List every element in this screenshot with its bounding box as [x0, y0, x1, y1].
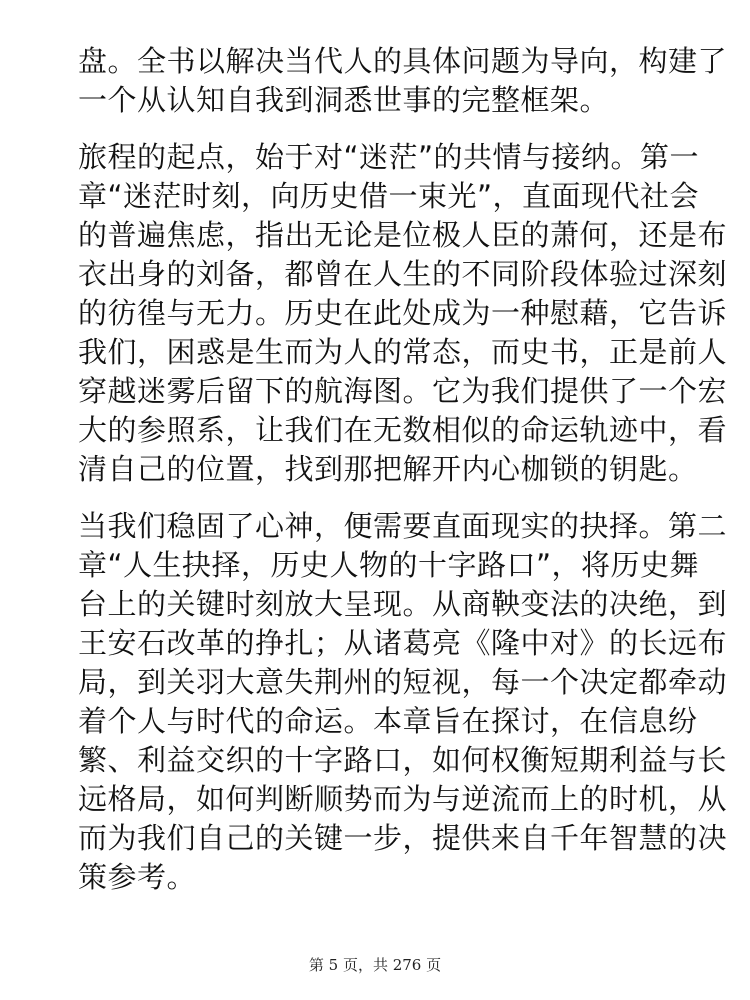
text-line: 章“人生抉择，历史人物的十字路口”，将历史舞 — [78, 548, 700, 582]
text-line: 着个人与时代的命运。本章旨在探讨，在信息纷 — [78, 704, 698, 738]
text-line: 繁、利益交织的十字路口，如何权衡短期利益与长 — [78, 743, 728, 777]
text-line: 策参考。 — [78, 860, 197, 894]
text-line: 远格局，如何判断顺势而为与逆流而上的时机，从 — [78, 782, 728, 816]
body-text — [78, 42, 728, 915]
text-line: 我们，困惑是生而为人的常态，而史书，正是前人 — [78, 335, 728, 369]
text-line: 台上的关键时刻放大呈现。从商鞅变法的决绝，到 — [78, 587, 728, 621]
text-line: 而为我们自己的关键一步，提供来自千年智慧的决 — [78, 821, 728, 855]
text-line: 当我们稳固了心神，便需要直面现实的抉择。第二 — [78, 509, 728, 543]
text-line: 大的参照系，让我们在无数相似的命运轨迹中，看 — [78, 413, 728, 447]
text-line: 穿越迷雾后留下的航海图。它为我们提供了一个宏 — [78, 374, 728, 408]
text-line: 王安石改革的挣扎；从诸葛亮《隆中对》的长远布 — [78, 626, 728, 660]
page-number-footer: 第 5 页，共 276 页 — [308, 956, 442, 974]
text-line: 局，到关羽大意失荆州的短视，每一个决定都牵动 — [78, 665, 728, 699]
text-line: 一个从认知自我到洞悉世事的完整框架。 — [78, 83, 610, 117]
text-line: 的普遍焦虑，指出无论是位极人臣的萧何，还是布 — [78, 218, 728, 252]
text-line: 章“迷茫时刻，向历史借一束光”，直面现代社会 — [78, 179, 700, 213]
text-line: 清自己的位置，找到那把解开内心枷锁的钥匙。 — [78, 452, 698, 486]
text-line: 的彷徨与无力。历史在此处成为一种慰藉，它告诉 — [78, 296, 728, 330]
paragraph-1 — [78, 42, 728, 120]
text-line: 盘。全书以解决当代人的具体问题为导向，构建了 — [78, 44, 728, 78]
text-line: 衣出身的刘备，都曾在人生的不同阶段体验过深刻 — [78, 257, 728, 291]
paragraph-2 — [78, 138, 728, 489]
text-line: 旅程的起点，始于对“迷茫”的共情与接纳。第一 — [78, 140, 700, 174]
paragraph-3 — [78, 507, 728, 897]
